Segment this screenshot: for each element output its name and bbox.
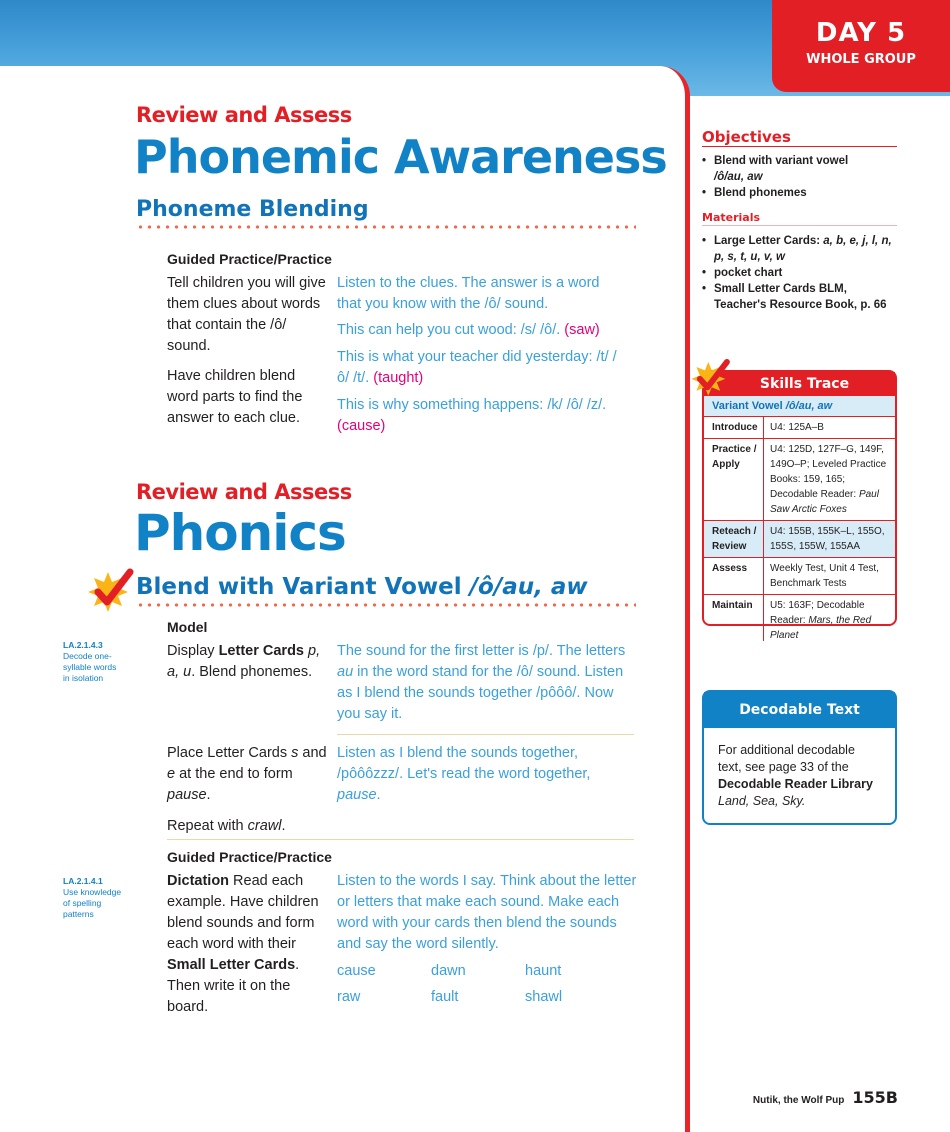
standard-text: in isolation [63,673,104,683]
text-run: in the word stand for the /ô/ sound. Listen as I blend the sounds together /pôôô/. Now you say it. [337,664,624,722]
decodable-title: Decodable Text [704,692,895,728]
clue-text: This is what your teacher did yesterday: /t/ /ô/ /t/. [337,349,617,386]
standard-text: Use knowledge [63,887,122,897]
page-number: 155B [852,1088,898,1107]
text-run: Display [167,643,219,659]
text-run: p, a, u [167,643,321,680]
group-label: WHOLE GROUP [806,52,916,67]
model-script [337,641,627,725]
phonics-subtitle-sound: /ô/au, aw [469,574,588,600]
repeat-instruction [167,816,285,837]
trace-value [764,595,895,641]
text-run: /ô/au, aw [714,171,763,183]
trace-label: Practice / Apply [704,439,764,520]
standard-code: LA.2.1.4.1 [63,876,103,886]
skills-trace-title: Skills Trace [704,372,895,396]
dictation-script: Listen to the words I say. Think about the letter or letters that make each sound. Make each word with your cards then blend the sounds and say the word silently. [337,873,637,952]
checkmark-starburst-icon [84,566,136,616]
trace-label: Assess [704,558,764,594]
word-fault: fault [431,989,459,1005]
text-run: /ô/au, aw [785,400,833,412]
text-run: . [376,787,381,803]
text-run: Listen as I blend the sounds together, /pôôôzzz/. Let's read the word together, [337,745,591,782]
trace-row [704,521,895,558]
decodable-body [704,728,895,810]
trace-row [704,558,895,595]
text-run: The sound for the first letter is /p/. The letters [337,643,626,659]
text-run: U5: 163F; Decodable Reader: [770,600,865,626]
standard-note-1 [63,640,133,684]
place-instruction [167,743,327,806]
objectives-list [702,153,897,201]
clue-answer: (taught) [373,370,424,386]
pa-clue-3 [337,395,627,437]
word-haunt: haunt [525,963,562,979]
text-run: . [281,818,286,834]
objective-item: • Blend phonemes [702,185,897,201]
pa-gp-heading: Guided Practice/Practice [167,251,332,267]
text-run: Paul Saw Arctic Foxes [770,489,879,515]
text-run: Dictation [167,873,230,889]
text-run: . Then write it on the board. [167,957,300,1015]
text-run: e [167,766,176,782]
pa-kicker: Review and Assess [136,103,352,127]
text-run: a, b, e, j, l, n, p, s, t, u, v, w [714,235,892,263]
trace-row [704,417,895,439]
clue-text: This is why something happens: /k/ /ô/ /z/. [337,397,607,413]
text-run: . [206,787,211,803]
trace-value: U4: 155B, 155K–L, 155O, 155S, 155W, 155AA [770,526,885,552]
page-footer [753,1088,898,1108]
pa-instruction-2: Have children blend word parts to find the answer to each clue. [167,368,303,426]
material-item: • Small Letter Cards BLM, Teacher's Resource Book, p. 66 [702,281,897,313]
text-run: Land, Sea, Sky. [718,794,806,808]
objectives-title: Objectives [702,128,791,146]
trace-value [764,439,895,520]
text-run: Variant Vowel [712,400,786,412]
phonics-subtitle [136,574,588,600]
decodable-text-box [702,690,897,825]
materials-list [702,233,897,313]
text-run: pause [337,787,377,803]
trace-label: Introduce [704,417,764,438]
standard-text: of spelling [63,898,102,908]
pa-dotted-rule [136,225,636,229]
pa-instruction-1: Tell children you will give them clues about words that contain the /ô/ sound. [167,275,326,354]
model-heading: Model [167,619,208,635]
text-run: For additional decodable text, see page 33 of the [718,743,855,774]
text-run: Large Letter Cards: [714,235,824,247]
text-run: Repeat with [167,818,248,834]
objectives-rule [702,146,897,147]
pa-subtitle: Phoneme Blending [136,197,369,222]
standard-code: LA.2.1.4.3 [63,640,103,650]
materials-title: Materials [702,211,761,224]
text-run: au [337,664,354,680]
objective-item [702,153,897,185]
text-run: Small Letter Cards [167,957,296,973]
standard-note-2 [63,876,133,920]
material-item [702,233,897,265]
standard-text: patterns [63,909,94,919]
place-script [337,743,627,806]
text-run: Mars, the Red Planet [770,615,872,641]
skills-trace-subtitle [704,396,895,417]
text-run: U4: 125D, 127F–G, 149F, 149O–P; Leveled Practice Books: 159, 165; Decodable Reader: [770,444,887,500]
text-run: s [291,745,299,761]
pa-clue-2 [337,347,627,389]
phonics-gp-heading: Guided Practice/Practice [167,849,332,865]
text-run: . Blend phonemes. [191,664,313,680]
trace-row [704,439,895,521]
clue-answer: (saw) [564,322,600,338]
material-item: • pocket chart [702,265,897,281]
phonics-kicker: Review and Assess [136,480,352,504]
day-label: DAY 5 [815,18,907,48]
text-run: Decodable Reader Library [718,777,873,791]
materials-rule [702,225,897,226]
footer-title: Nutik, the Wolf Pup [752,1095,845,1106]
pa-clue-1 [337,320,627,341]
trace-row [704,595,895,641]
standard-text: syllable words [63,662,117,672]
clue-answer: (cause) [337,418,386,434]
clue-text: This can help you cut wood: /s/ /ô/. [337,322,561,338]
text-run: Place Letter Cards [167,745,292,761]
word-shawl: shawl [525,989,563,1005]
text-run: crawl [247,818,282,834]
text-run: Letter Cards [218,643,304,659]
phonics-title: Phonics [134,504,346,562]
dictation-instruction [167,871,327,1018]
divider [167,839,634,840]
word-raw: raw [337,989,361,1005]
trace-value: Weekly Test, Unit 4 Test, Benchmark Tests [770,563,879,589]
checkmark-starburst-icon [688,356,732,400]
day-tab [772,0,950,92]
word-cause: cause [337,963,376,979]
pa-script-intro: Listen to the clues. The answer is a word that you know with the /ô/ sound. [337,275,600,312]
trace-value: U4: 125A–B [770,422,824,433]
phonics-subtitle-text: Blend with Variant Vowel [136,574,470,600]
phonics-dotted-rule [136,603,636,607]
text-run: and [298,745,327,761]
text-run: at the end to form [175,766,293,782]
text-run: Read each example. Have children blend sounds and form each word with their [167,873,319,952]
pa-title: Phonemic Awareness [134,130,667,184]
skills-trace-box [702,370,897,641]
word-dawn: dawn [431,963,466,979]
text-run: Blend with variant vowel [714,155,849,167]
trace-label: Reteach / Review [704,521,764,557]
divider [337,734,634,735]
model-instruction [167,641,327,683]
trace-label: Maintain [704,595,764,641]
text-run: pause [167,787,207,803]
standard-text: Decode one- [63,651,112,661]
